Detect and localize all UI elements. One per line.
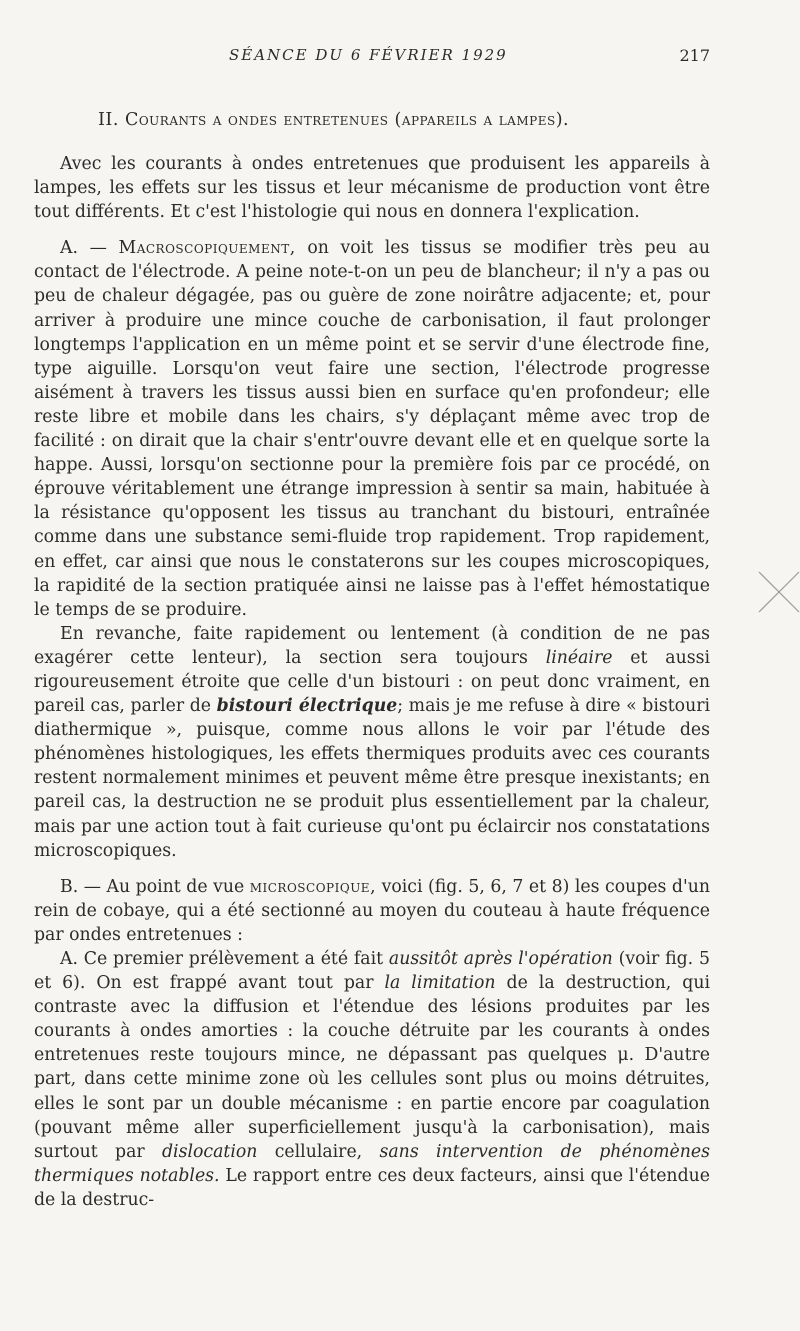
section-heading: II. Courants a ondes entretenues (appareils a lampes). xyxy=(98,110,570,130)
paragraph-microscopic xyxy=(34,875,710,947)
paragraph-first-sample xyxy=(34,947,710,1212)
text-run: Le rapport entre ces deux facteurs, ainsi que l'étendue de la destruc- xyxy=(34,1165,710,1210)
paragraph-text: on voit les tissus se modifier très peu au contact de l'électrode. A peine note-t-on un peu de blancheur; il n'y a pas ou peu de chaleur dégagée, pas ou guère de zone noirâtre adjacente; et, pour arriver à produire une mince couche de carbonisation, il faut prolonger longtemps l'application en un même point et se servir d'une électrode fine, type aiguille. Lorsqu'on veut faire une section, l'électrode progresse aisément à travers les tissus aussi bien en surface qu'en profondeur; elle reste libre et mobile dans les chairs, s'y déplaçant même avec trop de facilité : on dirait que la chair s'entr'ouvre devant elle et en quelque sorte la happe. Aussi, lorsqu'on sectionne pour la première fois par ce procédé, on éprouve véritablement une étrange impression à sentir sa main, habituée à la résistance qu'opposent les tissus au tranchant du bistouri, entraînée comme dans une substance semi-fluide trop rapidement. Trop rapidement, en effet, car ainsi que nous le constaterons sur les coupes microscopiques, la rapidité de la section pratiquée ainsi ne laisse pas à l'effet hémostatique le temps de se produire. xyxy=(34,238,710,620)
text-run: (voir fig. 5 et 6). On est frappé avant tout par xyxy=(34,949,710,994)
paragraph-intro: Avec les courants à ondes entretenues que produisent les appareils à lampes, les effets sur les tissus et leur mécanisme de production vont être tout différents. Et c'est l'histologie qui nous en donnera l'explication. xyxy=(34,154,710,223)
page xyxy=(34,44,710,1212)
term-macroscopiquement: Macroscopiquement, xyxy=(118,238,296,259)
emphasis-dislocation: dislocation xyxy=(162,1141,258,1162)
paragraph-revanche xyxy=(34,622,710,863)
text-run: de la destruction, qui contraste avec la diffusion et l'étendue des lésions produites par les courants à ondes amorties : la couche détruite par les courants à ondes entretenues reste toujours mince, ne dépassant pas quelques μ. D'autre part, dans cette minime zone où les cellules sont plus ou moins détruites, elles le sont par un double mécanisme : en partie encore par coagulation (pouvant même aller superficiellement jusqu'à la carbonisation), mais surtout par xyxy=(34,973,711,1162)
page-number: 217 xyxy=(679,46,710,65)
running-head xyxy=(34,44,710,70)
running-title: SÉANCE DU 6 FÉVRIER 1929 xyxy=(229,46,508,64)
emphasis-bistouri-electrique: bistouri électrique xyxy=(216,696,398,717)
text-run: A. Ce premier prélèvement a été fait xyxy=(60,949,389,969)
text-run: En revanche, faite rapidement ou lentement (à condition de ne pas exagérer cette lenteur), la section sera toujours xyxy=(34,623,710,668)
paragraph-lead: A. — xyxy=(60,238,119,259)
paragraph-text: voici (fig. 5, 6, 7 et 8) les coupes d'un rein de cobaye, qui a été sectionné au moyen du couteau à haute fréquence par ondes entretenues : xyxy=(34,876,710,945)
text-run: cellulaire, xyxy=(257,1141,380,1162)
text-run: et aussi rigoureusement étroite que celle d'un bistouri : on peut donc vraiment, en pareil cas, parler de xyxy=(34,647,710,717)
emphasis-aussitot: aussitôt après l'opération xyxy=(388,949,613,969)
emphasis-limitation: la limitation xyxy=(384,973,496,994)
text-run: ; mais je me refuse à dire « bistouri diathermique », puisque, comme nous allons le voir par l'étude des phénomènes histologiques, les effets thermiques produits avec ces courants restent normalement minimes et peuvent même être presque inexistants; en pareil cas, la destruction ne se produit plus essentiellement par la chaleur, mais par une action tout à fait curieuse qu'ont pu éclaircir nos constatations microscopiques. xyxy=(34,696,711,861)
margin-cross-mark xyxy=(757,570,800,614)
emphasis-sans-intervention: sans intervention de phénomènes thermiques notables. xyxy=(34,1141,711,1186)
emphasis-lineaire: linéaire xyxy=(545,647,613,668)
term-microscopique: microscopique, xyxy=(249,876,377,897)
paragraph-lead: B. — Au point de vue xyxy=(60,876,250,897)
paragraph-macroscopic xyxy=(34,236,710,622)
